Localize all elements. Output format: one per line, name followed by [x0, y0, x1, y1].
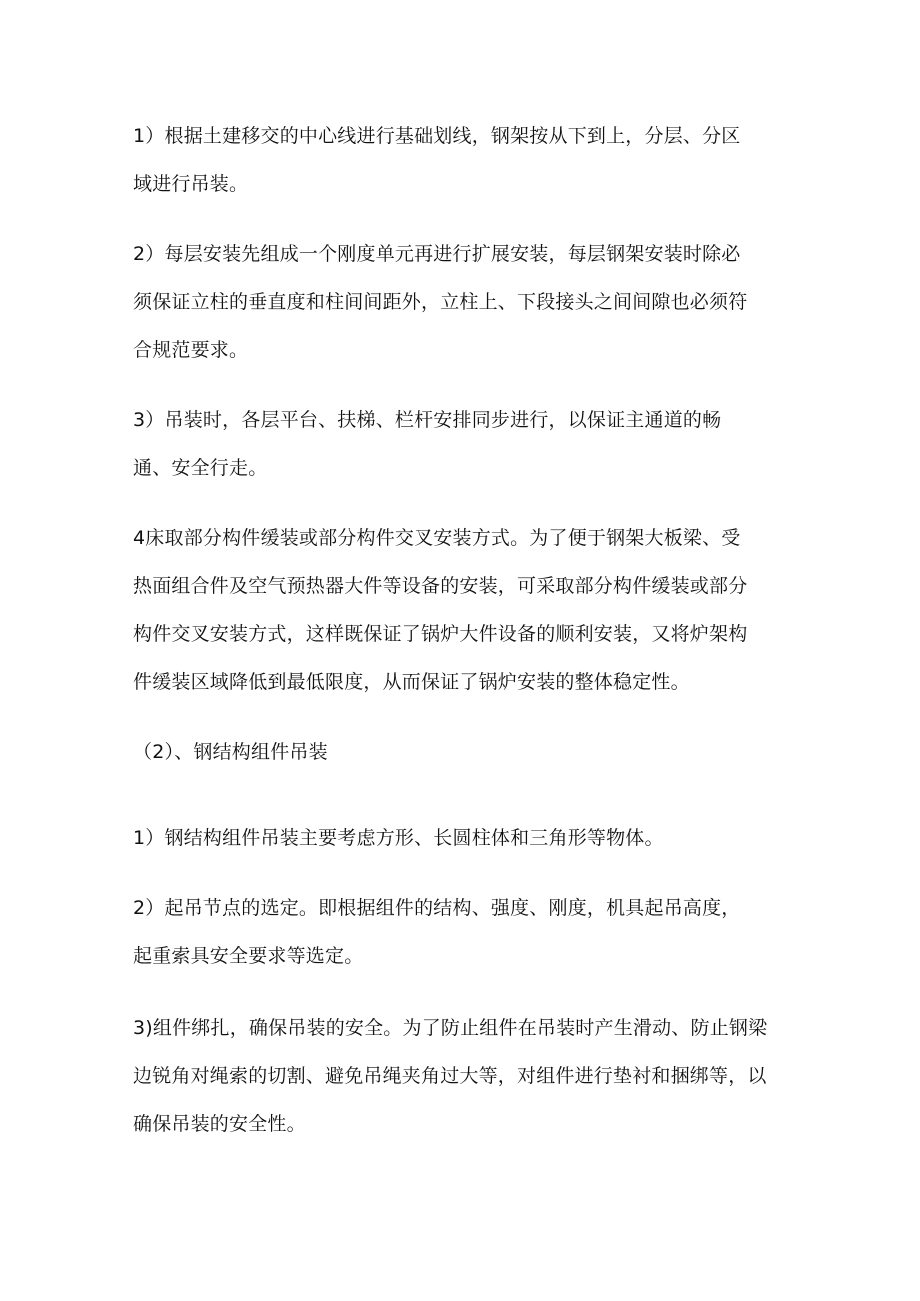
text-line: 2）起吊节点的选定。即根据组件的结构、强度、刚度，机具起吊高度， — [133, 897, 741, 919]
text-line: 域进行吊装。 — [133, 173, 249, 195]
text-line: 2）每层安装先组成一个刚度单元再进行扩展安装，每层钢架安装时除必 — [133, 243, 741, 265]
text-line: 3)组件绑扎，确保吊装的安全。为了防止组件在吊装时产生滑动、防止钢梁 — [133, 1017, 768, 1039]
paragraph-lifting-points — [133, 884, 793, 980]
text-line: 通、安全行走。 — [133, 457, 268, 479]
paragraph-component-shapes — [133, 814, 793, 862]
text-line: 须保证立柱的垂直度和柱间间距外，立柱上、下段接头之间间隙也必须符 — [133, 291, 748, 313]
section-heading-component-hoisting — [133, 728, 793, 776]
text-line: 4床取部分构件缓装或部分构件交叉安装方式。为了便于钢架大板梁、受 — [133, 527, 741, 549]
paragraph-baseline-marking — [133, 112, 793, 208]
text-line: 合规范要求。 — [133, 339, 249, 361]
paragraph-platform-sync — [133, 396, 793, 492]
text-line: 边锐角对绳索的切割、避免吊绳夹角过大等，对组件进行垫衬和捆绑等，以 — [133, 1065, 767, 1087]
text-line: 确保吊装的安全性。 — [133, 1113, 306, 1135]
section-heading: （2）、钢结构组件吊装 — [133, 741, 328, 763]
text-line: 1）钢结构组件吊装主要考虑方形、长圆柱体和三角形等物体。 — [133, 827, 664, 849]
paragraph-layer-installation — [133, 230, 793, 374]
paragraph-deferred-installation — [133, 514, 793, 706]
text-line: 件缓装区域降低到最低限度，从而保证了锅炉安装的整体稳定性。 — [133, 671, 690, 693]
text-line: 热面组合件及空气预热器大件等设备的安装，可采取部分构件缓装或部分 — [133, 575, 748, 597]
text-line: 1）根据土建移交的中心线进行基础划线，钢架按从下到上，分层、分区 — [133, 125, 741, 147]
paragraph-binding-safety — [133, 1004, 793, 1148]
text-line: 构件交叉安装方式，这样既保证了锅炉大件设备的顺利安装，又将炉架构 — [133, 623, 748, 645]
text-line: 3）吊装时，各层平台、扶梯、栏杆安排同步进行，以保证主通道的畅 — [133, 409, 722, 431]
text-line: 起重索具安全要求等选定。 — [133, 945, 364, 967]
